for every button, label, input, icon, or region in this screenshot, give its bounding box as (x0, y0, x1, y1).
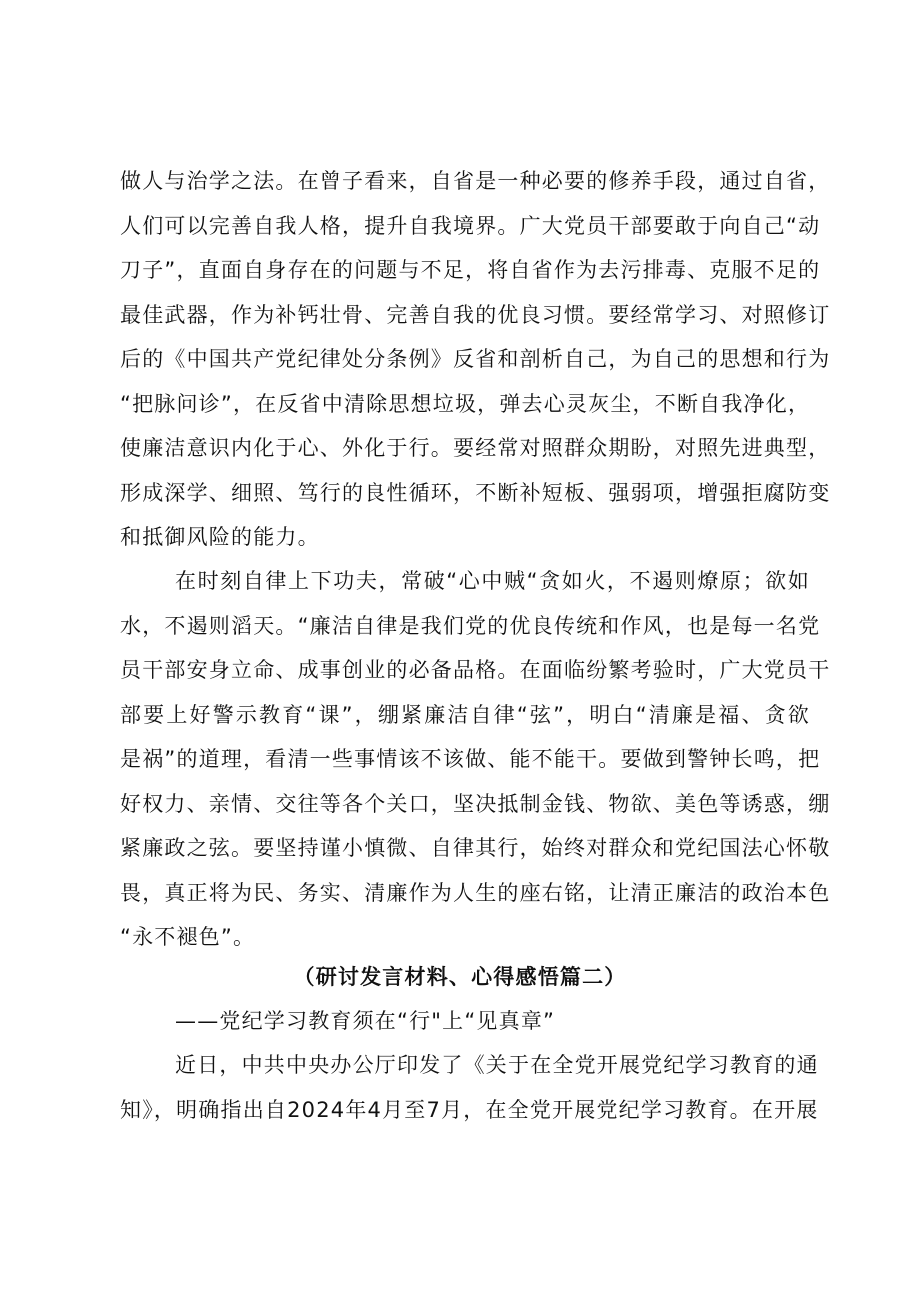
text-line: 后的《中国共产党纪律处分条例》反省和剖析自己，为自己的思想和行为 (120, 347, 831, 371)
text-line: 畏，真正将为民、务实、清廉作为人生的座右铭，让清正廉洁的政治本色 (120, 880, 831, 905)
section-subheading: ——党纪学习教育须在“行"上“见真章” (175, 1009, 556, 1033)
section-heading: （研讨发言材料、心得感悟篇二） (293, 965, 627, 989)
text-line: 部要上好警示教育“课”，绷紧廉洁自律“弦”，明白“清廉是福、贪欲 (120, 702, 810, 727)
text-line: 知》，明确指出自2024年4月至7月，在全党开展党纪学习教育。在开展 (120, 1097, 819, 1122)
text-line: 在时刻自律上下功夫，常破“心中贼“贪如火，不遏则燎原；欲如 (175, 569, 810, 593)
text-line: 水，不遏则滔天。“廉洁自律是我们党的优良传统和作风，也是每一名党 (120, 613, 821, 638)
paragraph-2 (120, 559, 831, 960)
text-line: 使廉洁意识内化于心、外化于行。要经常对照群众期盼，对照先进典型， (120, 436, 831, 460)
text-line: 做人与治学之法。在曾子看来，自省是一种必要的修养手段，通过自省， (120, 169, 831, 193)
text-line: 和抵御风险的能力。 (120, 525, 320, 549)
text-line: “把脉问诊”，在反省中清除思想垃圾，弹去心灵灰尘，不断自我净化， (120, 391, 811, 416)
paragraph-3 (120, 1043, 819, 1132)
text-line: 近日，中共中央办公厅印发了《关于在全党开展党纪学习教育的通 (175, 1053, 819, 1077)
text-line: 好权力、亲情、交往等各个关口，坚决抵制金钱、物欲、美色等诱惑，绷 (120, 791, 831, 816)
text-line: 员干部安身立命、成事创业的必备品格。在面临纷繁考验时，广大党员干 (120, 658, 831, 682)
text-line: “永不褪色”。 (120, 925, 256, 949)
text-line: 人们可以完善自我人格，提升自我境界。广大党员干部要敢于向自己“动 (120, 213, 821, 238)
text-line: 紧廉政之弦。要坚持谨小慎微、自律其行，始终对群众和党纪国法心怀敬 (120, 836, 831, 860)
text-line: 最佳武器，作为补钙壮骨、完善自我的优良习惯。要经常学习、对照修订 (120, 302, 831, 327)
paragraph-1 (120, 159, 831, 560)
text-line: 刀子”，直面自身存在的问题与不足，将自省作为去污排毒、克服不足的 (120, 258, 821, 282)
text-line: 是祸”的道理，看清一些事情该不该做、能不能干。要做到警钟长鸣，把 (120, 747, 821, 771)
text-line: 形成深学、细照、笃行的良性循环，不断补短板、强弱项，增强拒腐防变 (120, 480, 831, 505)
